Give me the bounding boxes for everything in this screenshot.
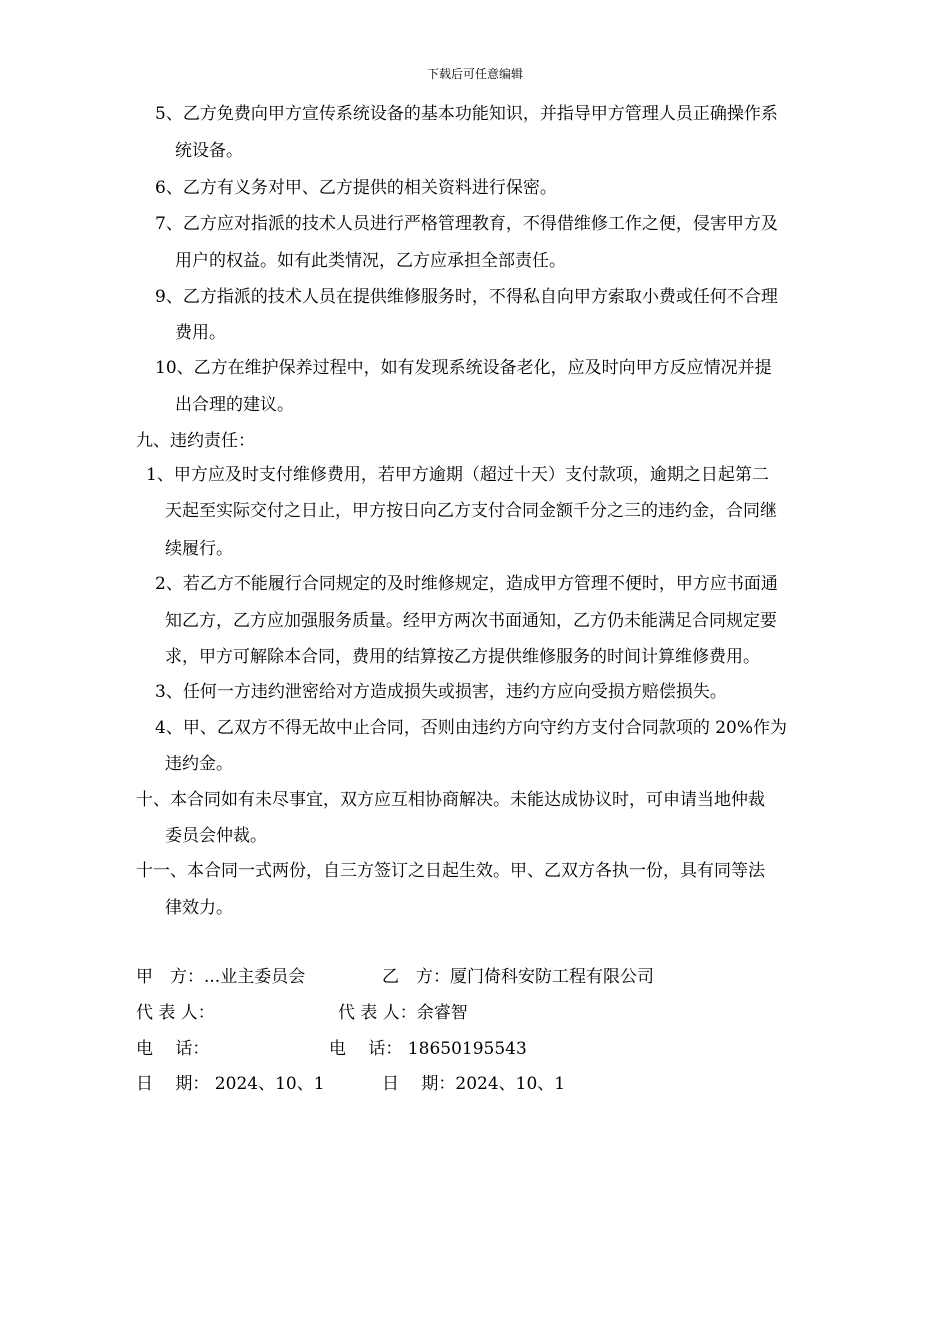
breach-3-line-1: 3、任何一方违约泄密给对方造成损失或损害，违约方应向受损方赔偿损失。 [155, 682, 727, 702]
clause-9-line-2: 费用。 [175, 323, 226, 343]
breach-4-line-2: 违约金。 [165, 754, 233, 774]
clause-5-line-1: 5、乙方免费向甲方宣传系统设备的基本功能知识，并指导甲方管理人员正确操作系 [155, 104, 778, 124]
section-9-heading: 九、违约责任： [136, 431, 255, 451]
section-11-line-2: 律效力。 [165, 898, 233, 918]
section-10-line-2: 委员会仲裁。 [165, 826, 267, 846]
breach-2-line-2: 知乙方，乙方应加强服务质量。经甲方两次书面通知，乙方仍未能满足合同规定要 [165, 611, 777, 631]
clause-10-line-1: 10、乙方在维护保养过程中，如有发现系统设备老化，应及时向甲方反应情况并提 [155, 358, 772, 378]
section-10-line-1: 十、本合同如有未尽事宜，双方应互相协商解决。未能达成协议时，可申请当地仲裁 [136, 790, 765, 810]
breach-2-line-1: 2、若乙方不能履行合同规定的及时维修规定，造成甲方管理不便时，甲方应书面通 [155, 574, 778, 594]
breach-1-line-2: 天起至实际交付之日止，甲方按日向乙方支付合同金额千分之三的违约金，合同继 [165, 501, 777, 521]
clause-6-line-1: 6、乙方有义务对甲、乙方提供的相关资料进行保密。 [155, 178, 557, 198]
clause-7-line-2: 用户的权益。如有此类情况，乙方应承担全部责任。 [175, 251, 566, 271]
clause-5-line-2: 统设备。 [175, 141, 243, 161]
party-a-phone: 电 话： [136, 1039, 210, 1059]
breach-4-line-1: 4、甲、乙双方不得无故中止合同，否则由违约方向守约方支付合同款项的 20%作为 [155, 718, 788, 738]
breach-1-line-1: 1、甲方应及时支付维修费用，若甲方逾期（超过十天）支付款项，逾期之日起第二 [146, 465, 769, 485]
party-a-representative: 代 表 人： [136, 1003, 215, 1023]
breach-2-line-3: 求，甲方可解除本合同，费用的结算按乙方提供维修服务的时间计算维修费用。 [165, 647, 760, 667]
party-b-phone: 电 话： 18650195543 [329, 1039, 527, 1059]
section-11-line-1: 十一、本合同一式两份，自三方签订之日起生效。甲、乙双方各执一份，具有同等法 [136, 861, 765, 881]
party-a-date: 日 期： 2024、10、1 [136, 1074, 325, 1094]
page-header: 下载后可任意编辑 [426, 67, 523, 81]
clause-7-line-1: 7、乙方应对指派的技术人员进行严格管理教育，不得借维修工作之便，侵害甲方及 [155, 214, 778, 234]
party-b-representative: 代 表 人：余睿智 [338, 1003, 468, 1023]
clause-9-line-1: 9、乙方指派的技术人员在提供维修服务时，不得私自向甲方索取小费或任何不合理 [155, 287, 778, 307]
party-b-date: 日 期：2024、10、1 [382, 1074, 566, 1094]
clause-10-line-2: 出合理的建议。 [175, 395, 294, 415]
breach-1-line-3: 续履行。 [165, 539, 233, 559]
party-b-name: 乙 方：厦门倚科安防工程有限公司 [382, 967, 654, 987]
party-a-name: 甲 方：...业主委员会 [136, 967, 306, 987]
